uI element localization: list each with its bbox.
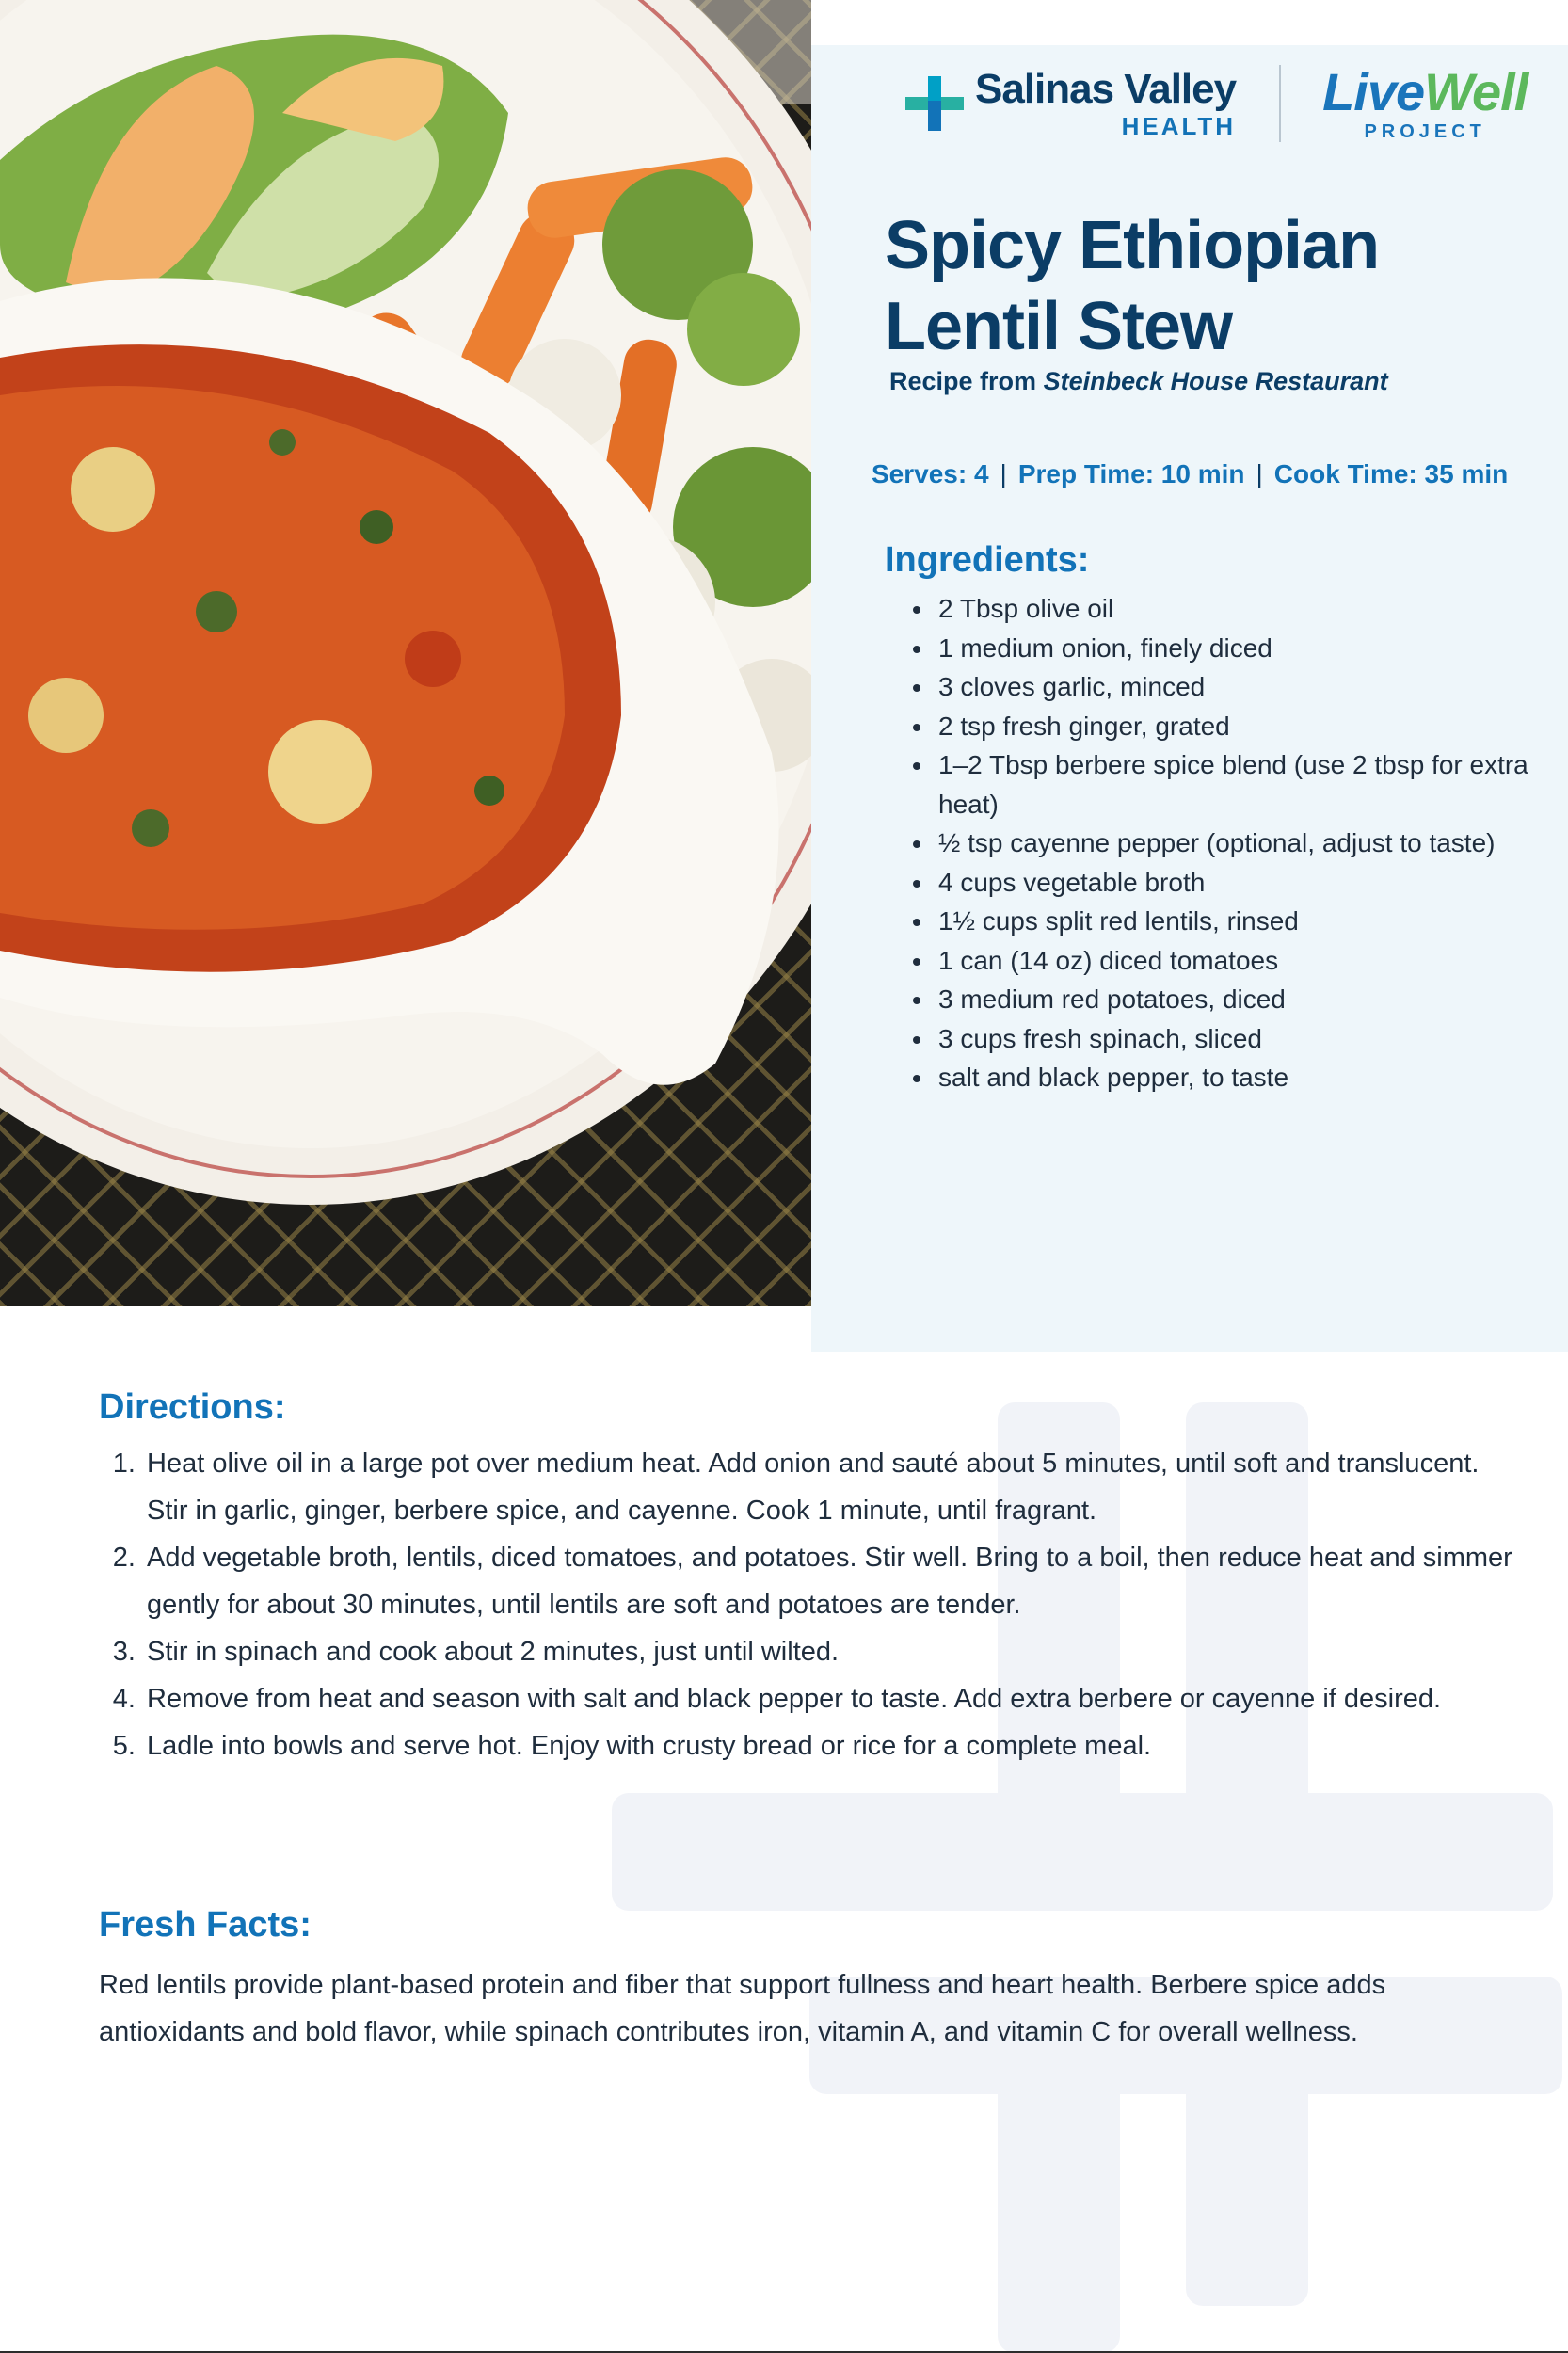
ingredient-item: • 1½ cups split red lentils, rinsed [935,902,1537,941]
ingredient-item: • 3 cloves garlic, minced [935,667,1537,707]
program-sub: PROJECT [1364,121,1486,142]
direction-step: 1. Heat olive oil in a large pot over medium heat. Add onion and sauté about 5 minutes, until soft and translucent. Stir in garlic, ginger, berbere spice, and cayenne. Cook 1 minute, until fragrant. [143,1440,1517,1534]
direction-step: 3. Stir in spinach and cook about 2 minutes, just until wilted. [143,1628,1517,1675]
prep-time: Prep Time: 10 min [1017,459,1245,488]
ingredient-item: • 3 medium red potatoes, diced [935,980,1537,1019]
ingredient-item: • ½ tsp cayenne pepper (optional, adjust to taste) [935,824,1537,863]
ingredients-list [904,589,1537,1097]
program-well: Well [1424,62,1528,121]
ingredients-heading: Ingredients: [885,540,1090,580]
serves: Serves: 4 [872,459,989,488]
logo-divider [1279,65,1281,142]
ingredient-item: • 1–2 Tbsp berbere spice blend (use 2 tbsp for extra heat) [935,745,1537,824]
direction-step: 2. Add vegetable broth, lentils, diced tomatoes, and potatoes. Stir well. Bring to a boil, then reduce heat and simmer gently for about 30 minutes, until lentils are soft and potatoes are tender. [143,1534,1517,1628]
live-well-logo [1322,62,1528,142]
program-live: Live [1322,62,1425,121]
cook-time: Cook Time: 35 min [1273,459,1509,488]
fresh-facts-text: Red lentils provide plant-based protein and fiber that support fullness and heart health. Berbere spice adds antioxidants and bold flavor, while spinach contributes iron, vitamin A, and vitamin C for overall wellness. [99,1970,1386,2047]
ingredient-item: • salt and black pepper, to taste [935,1058,1537,1097]
restaurant-name: Steinbeck House Restaurant [1043,367,1388,395]
recipe-meta [872,459,1508,489]
meta-separator: | [1256,459,1263,488]
salinas-valley-logo [975,66,1237,140]
meta-separator: | [1000,459,1007,488]
directions-list [111,1440,1517,1769]
ingredient-item: • 3 cups fresh spinach, sliced [935,1019,1537,1059]
org-name: Salinas Valley [975,66,1237,112]
ingredient-item: • 1 can (14 oz) diced tomatoes [935,941,1537,981]
ingredient-item: • 2 tsp fresh ginger, grated [935,707,1537,746]
org-sub: HEALTH [1121,112,1237,140]
direction-step: 4. Remove from heat and season with salt and black pepper to taste. Add extra berbere or cayenne if desired. [143,1675,1517,1722]
stew-photo [0,0,811,1306]
ingredient-item: • 1 medium onion, finely diced [935,629,1537,668]
ingredient-item: • 4 cups vegetable broth [935,863,1537,903]
watermark-shape [612,1793,1553,1911]
recipe-title: Spicy Ethiopian Lentil Stew [885,208,1380,364]
logo-row [904,56,1528,151]
recipe-source-prefix: Recipe from [889,367,1037,395]
salinas-valley-cross-icon [904,72,966,135]
ingredient-item: • 2 Tbsp olive oil [935,589,1537,629]
recipe-source [889,367,1388,396]
direction-step: 5. Ladle into bowls and serve hot. Enjoy with crusty bread or rice for a complete meal. [143,1722,1517,1769]
fresh-facts-heading: Fresh Facts: [99,1905,312,1945]
directions-heading: Directions: [99,1387,286,1427]
